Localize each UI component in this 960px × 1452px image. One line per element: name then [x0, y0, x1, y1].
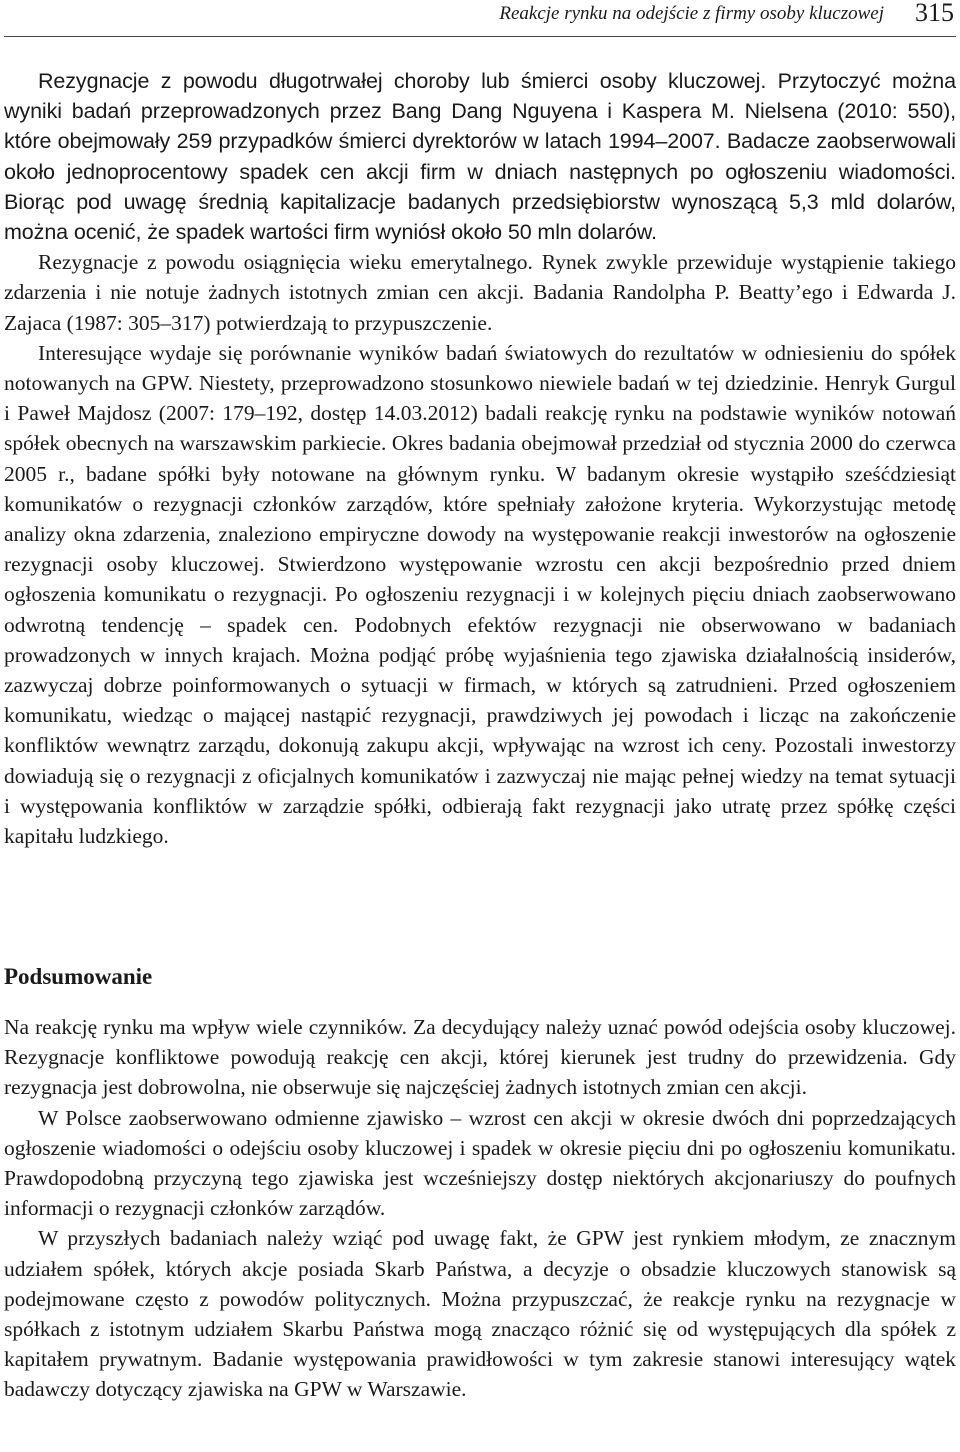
running-header — [0, 0, 960, 40]
section-heading: Podsumowanie — [4, 964, 153, 989]
running-title: Reakcje rynku na odejście z firmy osoby kluczowej — [499, 3, 884, 24]
summary-paragraph-2: W Polsce zaobserwowano odmienne zjawisko – wzrost cen akcji w okresie dwóch dni poprzedzających ogłoszenie wiadomości o odejściu osoby kluczowej i spadek w okresie pięciu dni po ogłoszeniu komunikatu. Prawdopodobną przyczyną tego zjawiska jest wcześniejszy dostęp niektórych akcjonariuszy do poufnych informacji o rezygnacji członków zarządów. — [4, 1105, 956, 1221]
header-rule — [4, 36, 956, 37]
paragraph-gpw-research: Interesujące wydaje się porównanie wyników badań światowych do rezultatów w odniesieniu do spółek notowanych na GPW. Niestety, przeprowadzono stosunkowo niewiele badań w tej dziedzinie. Henryk Gurgul i Paweł Majdosz (2007: 179–192, dostęp 14.03.2012) badali reakcję rynku na podstawie wyników notowań spółek obecnych na warszawskim parkiecie. Okres badania obejmował przedział od stycznia 2000 do czerwca 2005 r., badane spółki były notowane na głównym rynku. W badanym okresie wystąpiło sześćdziesiąt komunikatów o rezygnacji członków zarządów, które spełniały założone kryteria. Wykorzystując metodę analizy okna zdarzenia, znaleziono empiryczne dowody na występowanie reakcji inwestorów na ogłoszenie rezygnacji osoby kluczowej. Stwierdzono występowanie wzrostu cen akcji bezpośrednio przed dniem ogłoszenia komunikatu o rezygnacji. Po ogłoszeniu rezygnacji i w kolejnych pięciu dniach zaobserwowano odwrotną tendencję – spadek cen. Podobnych efektów rezygnacji nie obserwowano w badaniach prowadzonych w innych krajach. Można podjąć próbę wyjaśnienia tego zjawiska działalnością insiderów, zazwyczaj dobrze poinformowanych o sytuacji w firmach, w których są zatrudnieni. Przed ogłoszeniem komunikatu, wiedząc o mającej nastąpić rezygnacji, prawdziwych jej powodach i licząc na zakończenie konfliktów wewnątrz zarządu, dokonują zakupu akcji, wpływając na wzrost ich ceny. Pozostali inwestorzy dowiadują się o rezygnacji z oficjalnych komunikatów i zazwyczaj nie mając pełnej wiedzy na temat sytuacji i występowania konfliktów w zarządzie spółki, odbierają fakt rezygnacji jako utratę przez spółkę części kapitału ludzkiego. — [4, 340, 956, 849]
summary-section — [4, 962, 956, 1405]
paragraph-death-illness: Rezygnacje z powodu długotrwałej choroby lub śmierci osoby kluczowej. Przytoczyć można wyniki badań przeprowadzonych przez Bang Dang Nguyena i Kaspera M. Nielsena (2010: 550), które obejmowały 259 przypadków śmierci dyrektorów w latach 1994–2007. Badacze zaobserwowali około jednoprocentowy spadek cen akcji firm w dniach następnych po ogłoszeniu wiadomości. Biorąc pod uwagę średnią kapitalizacje badanych przedsiębiorstw wynoszącą 5,3 mld dolarów, można ocenić, że spadek wartości firm wyniósł około 50 mln dolarów. — [4, 69, 956, 245]
paragraph-retirement: Rezygnacje z powodu osiągnięcia wieku emerytalnego. Rynek zwykle przewiduje wystąpienie takiego zdarzenia i nie notuje żadnych istotnych zmian cen akcji. Badania Randolpha P. Beatty’ego i Edwarda J. Zajaca (1987: 305–317) potwierdzają to przypuszczenie. — [4, 250, 956, 335]
page-number: 315 — [915, 0, 954, 27]
summary-paragraph-1: Na reakcję rynku ma wpływ wiele czynników. Za decydujący należy uznać powód odejścia osoby kluczowej. Rezygnacje konfliktowe powodują reakcję cen akcji, której kierunek jest trudny do przewidzenia. Gdy rezygnacja jest dobrowolna, nie obserwuje się najczęściej żadnych istotnych zmian cen akcji. — [4, 1015, 956, 1100]
main-text — [4, 66, 956, 851]
summary-paragraph-3: W przyszłych badaniach należy wziąć pod uwagę fakt, że GPW jest rynkiem młodym, ze znacznym udziałem spółek, których akcje posiada Skarb Państwa, a decyzje o obsadzie kluczowych stanowisk są podejmowane często z powodów politycznych. Można przypuszczać, że reakcje rynku na rezygnacje w spółkach z istotnym udziałem Skarbu Państwa mogą znacząco różnić się od występujących dla spółek z kapitałem prywatnym. Badanie występowania prawidłowości w tym zakresie stanowi interesujący wątek badawczy dotyczący zjawiska na GPW w Warszawie. — [4, 1226, 956, 1402]
